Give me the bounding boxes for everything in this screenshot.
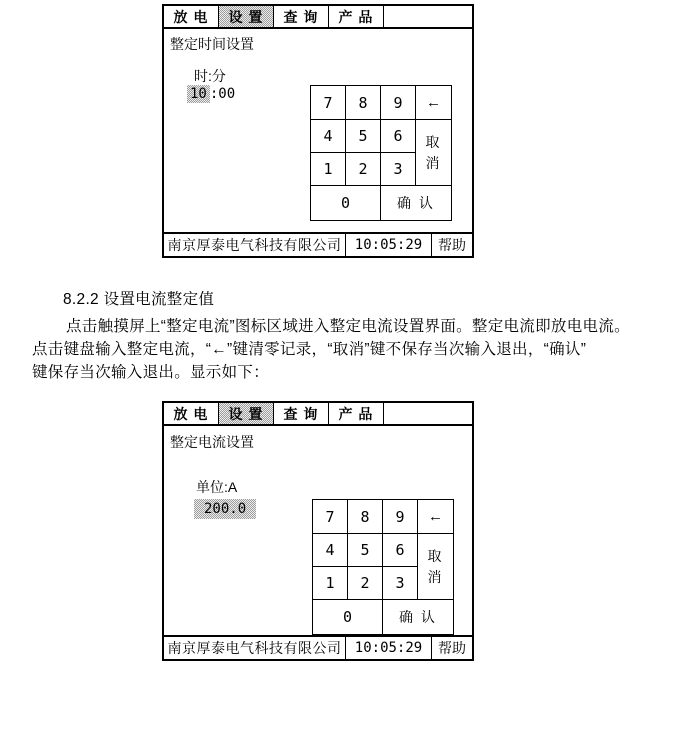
key-4[interactable]: 4 [311,120,346,153]
clock-display: 10:05:29 [346,637,432,659]
key-3[interactable]: 3 [383,567,418,600]
screen-title: 整定时间设置 [170,36,254,52]
device-statusbar [164,635,472,659]
key-2[interactable]: 2 [348,567,383,600]
numeric-keypad [310,85,452,221]
device-screen-current-setting [162,401,474,661]
key-3[interactable]: 3 [381,153,416,186]
current-value[interactable]: 200.0 [194,499,256,519]
time-value-minutes: :00 [209,86,236,102]
key-cancel[interactable] [418,534,453,600]
key-0[interactable]: 0 [311,186,381,220]
tab-query[interactable]: 查 询 [274,6,329,27]
device-tabbar [164,6,472,29]
key-cancel-char1: 取 [425,133,442,150]
key-confirm[interactable]: 确 认 [383,600,453,634]
key-backspace[interactable]: ← [418,500,453,534]
device-tabbar [164,403,472,426]
tab-query[interactable]: 查 询 [274,403,329,424]
paragraph-line-1: 点击触摸屏上“整定电流”图标区域进入整定电流设置界面。整定电流即放电电流。 [66,318,630,335]
screen-title: 整定电流设置 [170,434,254,450]
key-2[interactable]: 2 [346,153,381,186]
tabbar-spacer [384,6,472,27]
current-value-field[interactable] [194,499,256,519]
unit-field-label: 单位:A [196,479,238,495]
key-8[interactable]: 8 [348,500,383,534]
key-cancel-char1: 取 [427,547,444,564]
tab-product[interactable]: 产 品 [329,6,384,27]
device-statusbar [164,232,472,256]
help-button[interactable]: 帮助 [438,640,466,656]
company-label: 南京厚泰电气科技有限公司 [164,637,346,659]
key-cancel-char2: 消 [427,568,444,585]
tab-settings[interactable]: 设 置 [219,403,274,424]
key-0[interactable]: 0 [313,600,383,634]
key-4[interactable]: 4 [313,534,348,567]
time-field-label: 时:分 [194,68,226,84]
paragraph-line-3: 键保存当次输入退出。显示如下： [32,364,270,381]
company-label: 南京厚泰电气科技有限公司 [164,234,346,256]
numeric-keypad [312,499,454,635]
key-7[interactable]: 7 [313,500,348,534]
time-value-hours[interactable]: 10 [187,85,210,103]
key-6[interactable]: 6 [381,120,416,153]
tabbar-spacer [384,403,472,424]
key-6[interactable]: 6 [383,534,418,567]
key-backspace[interactable]: ← [416,86,451,120]
time-value-field[interactable] [187,86,235,102]
key-confirm[interactable]: 确 认 [381,186,451,220]
key-1[interactable]: 1 [311,153,346,186]
key-9[interactable]: 9 [383,500,418,534]
section-heading: 8.2.2 设置电流整定值 [63,291,215,308]
tab-discharge[interactable]: 放 电 [164,6,219,27]
paragraph-line-2: 点击键盘输入整定电流，“←”键清零记录，“取消”键不保存当次输入退出，“确认” [32,341,587,358]
device-screen-time-setting [162,4,474,258]
key-5[interactable]: 5 [348,534,383,567]
tab-settings[interactable]: 设 置 [219,6,274,27]
key-1[interactable]: 1 [313,567,348,600]
clock-display: 10:05:29 [346,234,432,256]
help-button[interactable]: 帮助 [438,237,466,253]
key-cancel-char2: 消 [425,154,442,171]
key-cancel[interactable] [416,120,451,186]
key-9[interactable]: 9 [381,86,416,120]
key-8[interactable]: 8 [346,86,381,120]
tab-product[interactable]: 产 品 [329,403,384,424]
key-5[interactable]: 5 [346,120,381,153]
tab-discharge[interactable]: 放 电 [164,403,219,424]
key-7[interactable]: 7 [311,86,346,120]
